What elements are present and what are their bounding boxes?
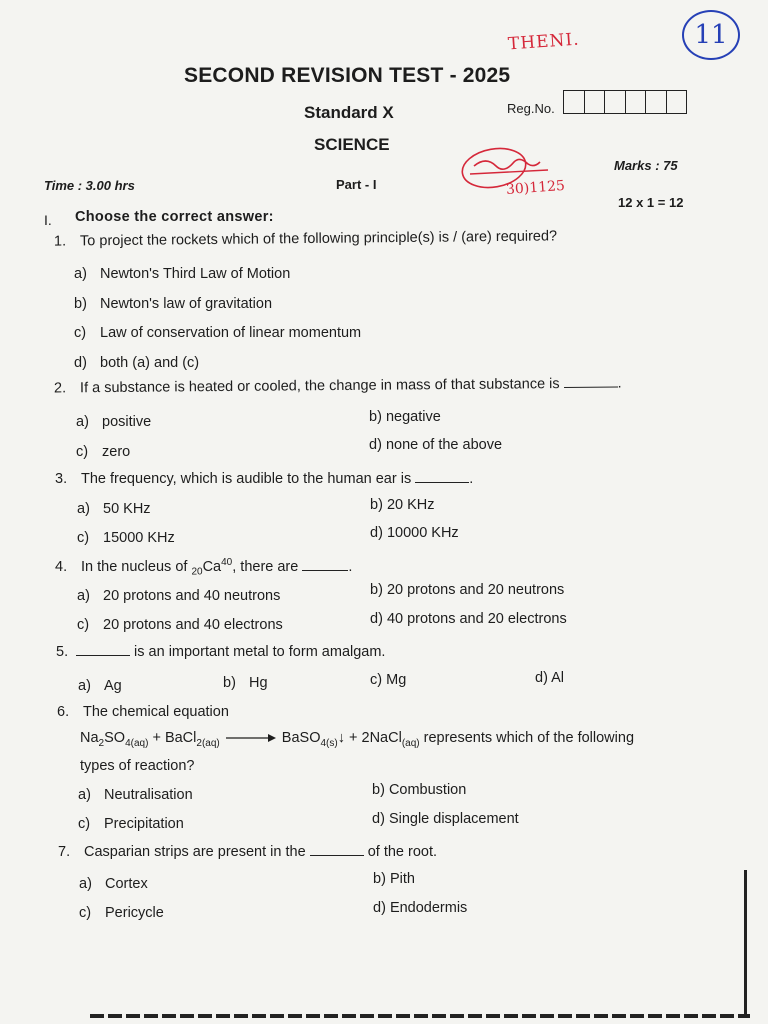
scan-edge-line xyxy=(744,870,747,1018)
option-4b: b) 20 protons and 20 neutrons xyxy=(370,582,565,598)
option-7d: d) Endodermis xyxy=(373,900,468,916)
option-5d: d) Al xyxy=(535,670,565,686)
option-6b: b) Combustion xyxy=(372,782,467,798)
question-text: To project the rockets which of the following principle(s) is / (are) required? xyxy=(79,228,558,250)
standard-label: Standard X xyxy=(304,103,394,122)
reaction-arrow-icon xyxy=(224,733,278,743)
question-4: 4. In the nucleus of $_{20}Ca^{40}$, there are . xyxy=(55,557,353,578)
question-6-line3: types of reaction? xyxy=(80,758,195,774)
reg-no-label: Reg.No. xyxy=(507,101,555,116)
question-2: 2. If a substance is heated or cooled, the change in mass of that substance is . xyxy=(53,375,622,397)
option-4a: a) 20 protons and 40 neutrons xyxy=(77,588,281,604)
question-5: 5. is an important metal to form amalgam. xyxy=(56,644,386,660)
section-heading: Choose the correct answer: xyxy=(75,209,274,225)
option-1d: d) both (a) and (c) xyxy=(74,355,200,371)
handwritten-note: THENI. xyxy=(507,29,581,55)
time-label: Time : 3.00 hrs xyxy=(44,178,135,193)
option-6d: d) Single displacement xyxy=(372,811,519,827)
marks-label: Marks : 75 xyxy=(614,158,678,173)
option-2d: d) none of the above xyxy=(369,437,503,453)
option-7a: a) Cortex xyxy=(79,876,148,892)
option-2b: b) negative xyxy=(369,409,441,425)
option-5a: a) Ag xyxy=(78,678,122,694)
subject-label: SCIENCE xyxy=(314,135,390,154)
question-3: 3. The frequency, which is audible to the human ear is . xyxy=(55,471,474,487)
chemical-equation: $Na_2SO_{4(aq)}$ + BaCl$_{2(aq)}$ BaSO$_{4(s)}$↓ + 2NaCl$_{(aq)}$ represents which of the following xyxy=(80,730,635,749)
option-6a: a) Neutralisation xyxy=(78,787,193,803)
question-1 xyxy=(54,228,557,249)
option-1c: c) Law of conservation of linear momentum xyxy=(74,325,362,341)
option-2a: a) positive xyxy=(76,414,152,430)
option-3d: d) 10000 KHz xyxy=(370,525,459,541)
option-2c: c) zero xyxy=(76,444,131,460)
option-3a: a) 50 KHz xyxy=(77,501,151,517)
part-label: Part - I xyxy=(336,177,377,192)
question-7: 7. Casparian strips are present in the of the root. xyxy=(58,844,438,860)
option-4d: d) 40 protons and 20 electrons xyxy=(370,611,567,627)
bottom-dashed-line xyxy=(90,1014,750,1018)
section-number: I. xyxy=(44,212,52,228)
option-6c: c) Precipitation xyxy=(78,816,184,832)
option-5b: b) Hg xyxy=(223,675,268,691)
reg-no-boxes xyxy=(563,90,687,114)
option-7b: b) Pith xyxy=(373,871,415,887)
option-1b: b) Newton's law of gravitation xyxy=(74,296,273,312)
option-4c: c) 20 protons and 40 electrons xyxy=(77,617,283,633)
option-1a: a) Newton's Third Law of Motion xyxy=(74,266,291,282)
question-number: 1. xyxy=(53,233,67,250)
signature-date: 30)1125 xyxy=(505,177,566,199)
marks-calc: 12 x 1 = 12 xyxy=(618,195,684,210)
option-3b: b) 20 KHz xyxy=(370,497,435,513)
option-5c: c) Mg xyxy=(370,672,407,688)
option-3c: c) 15000 KHz xyxy=(77,530,175,546)
option-7c: c) Pericycle xyxy=(79,905,164,921)
page-title: SECOND REVISION TEST - 2025 xyxy=(184,64,511,87)
question-6: 6. The chemical equation xyxy=(57,704,229,720)
circled-number: 11 xyxy=(682,10,740,60)
